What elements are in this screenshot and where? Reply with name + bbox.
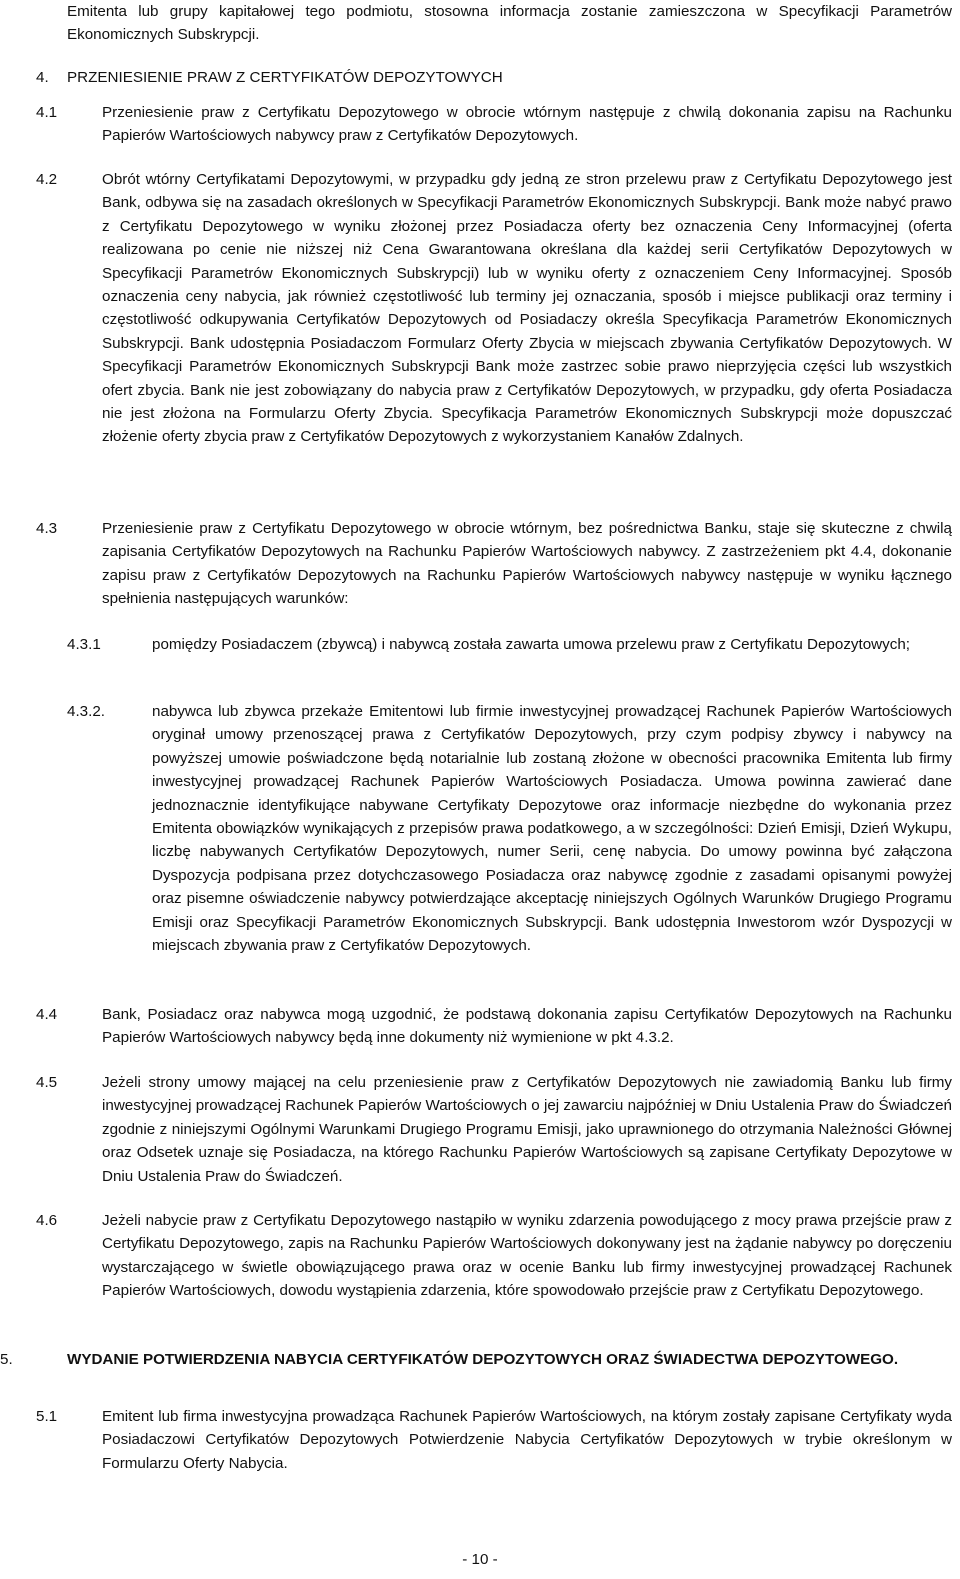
page-number: - 10 - <box>462 1551 498 1568</box>
paragraph-text: Obrót wtórny Certyfikatami Depozytowymi, w przypadku gdy jedną ze stron przelewu praw z Certyfikatu Depozytowego jest Bank, odbywa się na zasadach określonych w Specyfikacji Parametrów Ekonomicznych Subskrypcji. Bank może nabyć prawo z Certyfikatu Depozytowego w wyniku złożonej przez Posiadacza oferty bez oznaczenia Ceny Informacyjnej (oferta realizowana po cenie nie niższej niż Cena Gwarantowana określana dla każdej serii Certyfikatów Depozytowych w Specyfikacji Parametrów Ekonomicznych Subskrypcji) lub w wyniku oferty z oznaczeniem Ceny Informacyjnej. Sposób oznaczenia ceny nabycia, jak również częstotliwość lub terminy jej oznaczania, sposób i miejsce publikacji oraz terminy i częstotliwość odkupywania Certyfikatów Depozytowych od Posiadaczy określa Specyfikacja Parametrów Ekonomicznych Subskrypcji. Bank udostępnia Posiadaczom Formularz Oferty Zbycia w miejscach zbywania Certyfikatów Depozytowych. W Specyfikacji Parametrów Ekonomicznych Subskrypcji Bank może zastrzec sobie prawo nieprzyjęcia części lub wszystkich ofert zbycia. Bank nie jest zobowiązany do nabycia praw z Certyfikatów Depozytowych, w przypadku, gdy oferta Posiadacza nie jest złożona na Formularzu Oferty Zbycia. Specyfikacja Parametrów Ekonomicznych Subskrypcji może dopuszczać złożenie oferty zbycia praw z Certyfikatów Depozytowych z wykorzystaniem Kanałów Zdalnych. <box>102 171 952 446</box>
paragraph-number: 4.5 <box>36 1074 58 1091</box>
paragraph-4-6 <box>36 1209 952 1303</box>
subparagraph-text: nabywca lub zbywca przekaże Emitentowi lub firmie inwestycyjnej prowadzącej Rachunek Papierów Wartościowych oryginał umowy przenoszącej prawa z Certyfikatów Depozytowych, przy czym podpisy zbywcy i nabywcy na powyższej umowie poświadczone będą notarialnie lub zostaną złożone w obecności pracownika Emitenta lub firmy inwestycyjnej prowadzącej Rachunek Papierów Wartościowych Posiadacza. Umowa powinna zawierać dane jednoznacznie identyfikujące nabywane Certyfikaty Depozytowe oraz informacje niezbędne do wykonania przez Emitenta obowiązków wynikających z przepisów prawa podatkowego, a w szczególności: Dzień Emisji, Dzień Wykupu, liczbę nabywanych Certyfikatów Depozytowych, numer Serii, cenę nabycia. Do umowy powinna być załączona Dyspozycja podpisana przez dotychczasowego Posiadacza oraz nabywcę zgodnie z zasadami opisanymi powyżej oraz pisemne oświadczenie nabywcy potwierdzające akceptację niniejszych Ogólnych Warunków Drugiego Programu Emisji oraz Specyfikacji Parametrów Ekonomicznych Subskrypcji. Bank udostępnia Inwestorom wzór Dyspozycji w miejscach zbywania praw z Certyfikatów Depozytowych. <box>152 703 952 955</box>
paragraph-4-1 <box>36 101 952 148</box>
paragraph-number: 4.4 <box>36 1006 58 1023</box>
paragraph-4-2 <box>36 168 952 449</box>
paragraph-number: 4.3 <box>36 520 58 537</box>
section-number: 4. <box>36 69 49 86</box>
paragraph-4-3 <box>36 517 952 611</box>
section-title: WYDANIE POTWIERDZENIA NABYCIA CERTYFIKATÓW DEPOZYTOWYCH ORAZ ŚWIADECTWA DEPOZYTOWEGO. <box>67 1351 899 1368</box>
paragraph-4-5 <box>36 1071 952 1188</box>
paragraph-number: 5.1 <box>36 1408 58 1425</box>
paragraph-4-4 <box>36 1003 952 1050</box>
intro-paragraph: Emitenta lub grupy kapitałowej tego podmiotu, stosowna informacja zostanie zamieszczona w Specyfikacji Parametrów Ekonomicznych Subskrypcji. <box>67 3 952 44</box>
paragraph-number: 4.1 <box>36 104 58 121</box>
subparagraph-4-3-2 <box>67 700 952 957</box>
subparagraph-4-3-1 <box>67 633 952 656</box>
paragraph-number: 4.2 <box>36 171 58 188</box>
paragraph-text: Jeżeli strony umowy mającej na celu przeniesienie praw z Certyfikatów Depozytowych nie zawiadomią Banku lub firmy inwestycyjnej prowadzącej Rachunek Papierów Wartościowych o jej zawarciu najpóźniej w Dniu Ustalenia Praw do Świadczeń zgodnie z niniejszymi Ogólnymi Warunkami Drugiego Programu Emisji, jako uprawnionego do otrzymania Należności Głównej oraz Odsetek uznaje się Posiadacza, na którego Rachunku Papierów Wartościowych są zapisane Certyfikaty Depozytowe w Dniu Ustalenia Praw do Świadczeń. <box>102 1074 952 1185</box>
section-title: PRZENIESIENIE PRAW Z CERTYFIKATÓW DEPOZYTOWYCH <box>67 69 503 86</box>
section-number: 5. <box>0 1351 13 1368</box>
section-5-heading <box>0 1348 952 1371</box>
paragraph-5-1 <box>36 1405 952 1475</box>
paragraph-text: Jeżeli nabycie praw z Certyfikatu Depozytowego nastąpiło w wyniku zdarzenia powodującego z mocy prawa przejście praw z Certyfikatu Depozytowego, zapis na Rachunku Papierów Wartościowych dokonywany jest na żądanie nabywcy po doręczeniu wystarczającego w świetle obowiązującego prawa oraz w ocenie Banku lub firmy inwestycyjnej prowadzącej Rachunek Papierów Wartościowych, dowodu wystąpienia zdarzenia, które spowodowało przejście praw z Certyfikatu Depozytowego. <box>102 1212 952 1300</box>
paragraph-number: 4.6 <box>36 1212 58 1229</box>
paragraph-text: Przeniesienie praw z Certyfikatu Depozytowego w obrocie wtórnym, bez pośrednictwa Banku, staje się skuteczne z chwilą zapisania Certyfikatów Depozytowych na Rachunku Papierów Wartościowych nabywcy. Z zastrzeżeniem pkt 4.4, dokonanie zapisu praw z Certyfikatów Depozytowych na Rachunku Papierów Wartościowych nabywcy następuje w wyniku łącznego spełnienia następujących warunków: <box>102 520 952 608</box>
subparagraph-number: 4.3.2. <box>67 703 105 720</box>
paragraph-text: Bank, Posiadacz oraz nabywca mogą uzgodnić, że podstawą dokonania zapisu Certyfikatów Depozytowych na Rachunku Papierów Wartościowych nabywcy będą inne dokumenty niż wymienione w pkt 4.3.2. <box>102 1006 952 1047</box>
subparagraph-text: pomiędzy Posiadaczem (zbywcą) i nabywcą została zawarta umowa przelewu praw z Certyfikatu Depozytowych; <box>152 636 910 653</box>
subparagraph-number: 4.3.1 <box>67 636 101 653</box>
paragraph-text: Emitent lub firma inwestycyjna prowadząca Rachunek Papierów Wartościowych, na którym zostały zapisane Certyfikaty wyda Posiadaczowi Certyfikatów Depozytowych Potwierdzenie Nabycia Certyfikatów Depozytowych w trybie określonym w Formularzu Oferty Nabycia. <box>102 1408 952 1472</box>
section-4-heading <box>36 66 952 89</box>
paragraph-text: Przeniesienie praw z Certyfikatu Depozytowego w obrocie wtórnym następuje z chwilą dokonania zapisu na Rachunku Papierów Wartościowych nabywcy praw z Certyfikatów Depozytowych. <box>102 104 952 145</box>
